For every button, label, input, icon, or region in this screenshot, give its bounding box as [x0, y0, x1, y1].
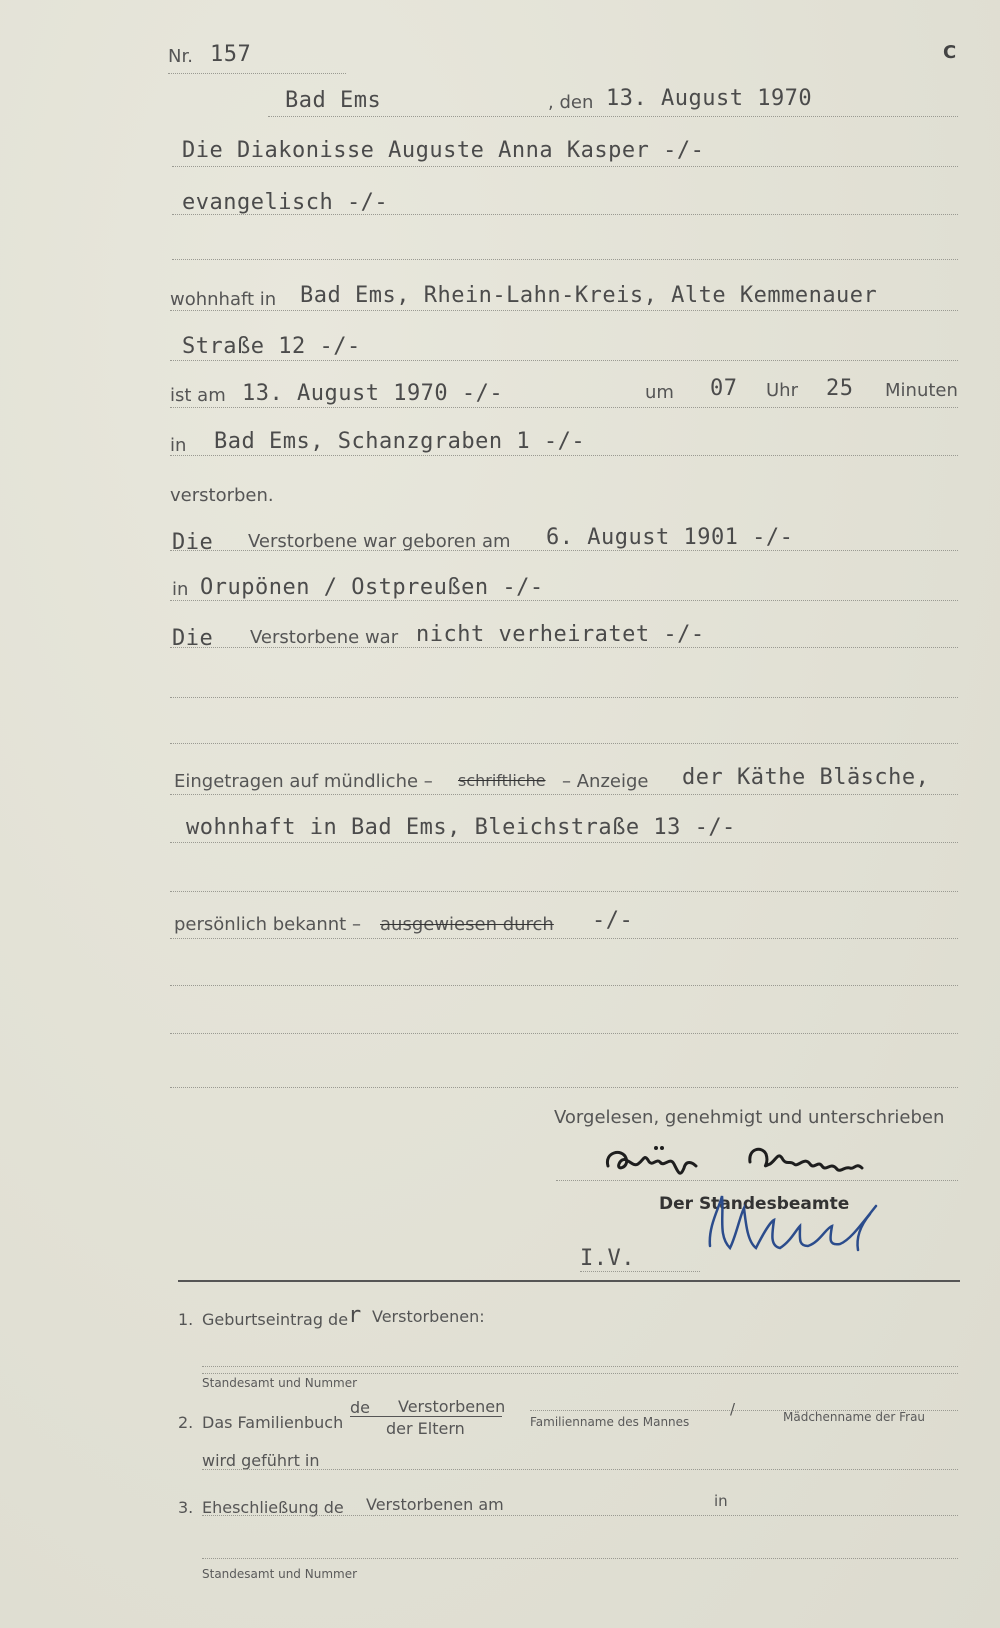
- rule: [556, 1180, 958, 1181]
- note1-label-b: Verstorbenen:: [372, 1307, 485, 1326]
- identity-label-start: persönlich bekannt –: [174, 914, 361, 935]
- person-name: Die Diakonisse Auguste Anna Kasper -/-: [182, 138, 705, 163]
- registration-label-end: – Anzeige: [562, 771, 649, 792]
- fraction-line: [350, 1416, 502, 1417]
- den-label: , den: [548, 92, 594, 113]
- rule: [170, 550, 958, 551]
- note3-label-a: Eheschließung de: [202, 1498, 344, 1517]
- rule: [170, 310, 958, 311]
- registry-label-2: Standesamt und Nummer: [202, 1567, 358, 1581]
- rule: [170, 407, 958, 408]
- rule: [202, 1366, 958, 1367]
- note1-label-a: Geburtseintrag de: [202, 1310, 349, 1329]
- rule: [170, 794, 958, 795]
- official-signature: [700, 1186, 920, 1256]
- rule: [202, 1558, 958, 1559]
- official-label: Der Standesbeamte: [659, 1194, 850, 1214]
- um-label: um: [645, 382, 674, 403]
- die-typed-2: Die: [172, 626, 214, 651]
- slash: /: [730, 1400, 736, 1418]
- record-number: 157: [210, 42, 252, 67]
- rule: [268, 116, 958, 117]
- registration-date: 13. August 1970: [606, 86, 813, 111]
- note2-number: 2.: [178, 1413, 194, 1432]
- rule: [170, 1033, 958, 1034]
- nr-label: Nr.: [168, 46, 193, 67]
- rule: [170, 455, 958, 456]
- note2-de: de: [350, 1398, 370, 1417]
- rule: [170, 647, 958, 648]
- rule: [202, 1515, 958, 1516]
- rule: [170, 985, 958, 986]
- uhr-label: Uhr: [766, 380, 798, 401]
- note1-number: 1.: [178, 1310, 194, 1329]
- rule: [170, 891, 958, 892]
- place: Bad Ems: [285, 88, 382, 113]
- rule: [530, 1410, 958, 1411]
- birth-date: 6. August 1901 -/-: [546, 525, 794, 550]
- closing-text: Vorgelesen, genehmigt und unterschrieben: [554, 1107, 945, 1128]
- birth-in-label: in: [172, 579, 189, 600]
- registration-label-struck: schriftliche: [458, 771, 546, 790]
- rule: [170, 697, 958, 698]
- death-place: Bad Ems, Schanzgraben 1 -/-: [214, 429, 586, 454]
- rule: [202, 1469, 958, 1470]
- signature-image: [600, 1138, 920, 1184]
- rule: [170, 938, 958, 939]
- marital-status: nicht verheiratet -/-: [416, 622, 705, 647]
- rule: [170, 360, 958, 361]
- rule: [202, 1373, 958, 1374]
- residence-line2: Straße 12 -/-: [182, 334, 361, 359]
- rule: [170, 1087, 958, 1088]
- rule: [172, 214, 958, 215]
- informant-signature: [600, 1138, 920, 1184]
- death-minutes: 25: [826, 376, 854, 401]
- rule: [170, 743, 958, 744]
- residence-label: wohnhaft in: [170, 289, 277, 310]
- rule: [170, 600, 958, 601]
- note2-der-eltern: der Eltern: [386, 1419, 465, 1438]
- death-date: 13. August 1970 -/-: [242, 381, 504, 406]
- die-typed: Die: [172, 530, 214, 555]
- birth-label: Verstorbene war geboren am: [248, 531, 511, 552]
- husband-label: Familienname des Mannes: [530, 1415, 690, 1429]
- marital-label: Verstorbene war: [250, 627, 399, 648]
- note3-in: in: [714, 1492, 728, 1510]
- identity-value: -/-: [592, 908, 634, 933]
- note1-typed: r: [348, 1303, 362, 1328]
- corner-letter: C: [943, 42, 957, 63]
- informant-address: wohnhaft in Bad Ems, Bleichstraße 13 -/-: [186, 815, 736, 840]
- birth-place: Orupönen / Ostpreußen -/-: [200, 575, 544, 600]
- note2-sub-label: wird geführt in: [202, 1451, 320, 1470]
- in-label: in: [170, 435, 187, 456]
- minuten-label: Minuten: [885, 380, 958, 401]
- rule: [170, 842, 958, 843]
- registration-label-start: Eingetragen auf mündliche –: [174, 771, 433, 792]
- rule: [168, 73, 346, 74]
- ist-am-label: ist am: [170, 385, 226, 406]
- rule: [172, 166, 958, 167]
- death-hour: 07: [710, 376, 738, 401]
- verstorben-label: verstorben.: [170, 485, 274, 506]
- rule: [580, 1271, 700, 1272]
- note2-label: Das Familienbuch: [202, 1413, 344, 1432]
- wife-label: Mädchenname der Frau: [783, 1410, 926, 1424]
- section-divider: [178, 1280, 960, 1282]
- informant: der Käthe Bläsche,: [682, 765, 930, 790]
- residence-line1: Bad Ems, Rhein-Lahn-Kreis, Alte Kemmenauer: [300, 283, 878, 308]
- registry-label-1: Standesamt und Nummer: [202, 1376, 358, 1390]
- identity-label-struck: ausgewiesen durch: [380, 914, 554, 935]
- note2-typed: Verstorbenen: [398, 1397, 506, 1416]
- signature-image: [700, 1186, 920, 1256]
- note3-number: 3.: [178, 1498, 194, 1517]
- religion: evangelisch -/-: [182, 190, 389, 215]
- note3-typed: Verstorbenen am: [366, 1495, 504, 1514]
- rule: [172, 259, 958, 260]
- iv-label: I.V.: [580, 1246, 635, 1271]
